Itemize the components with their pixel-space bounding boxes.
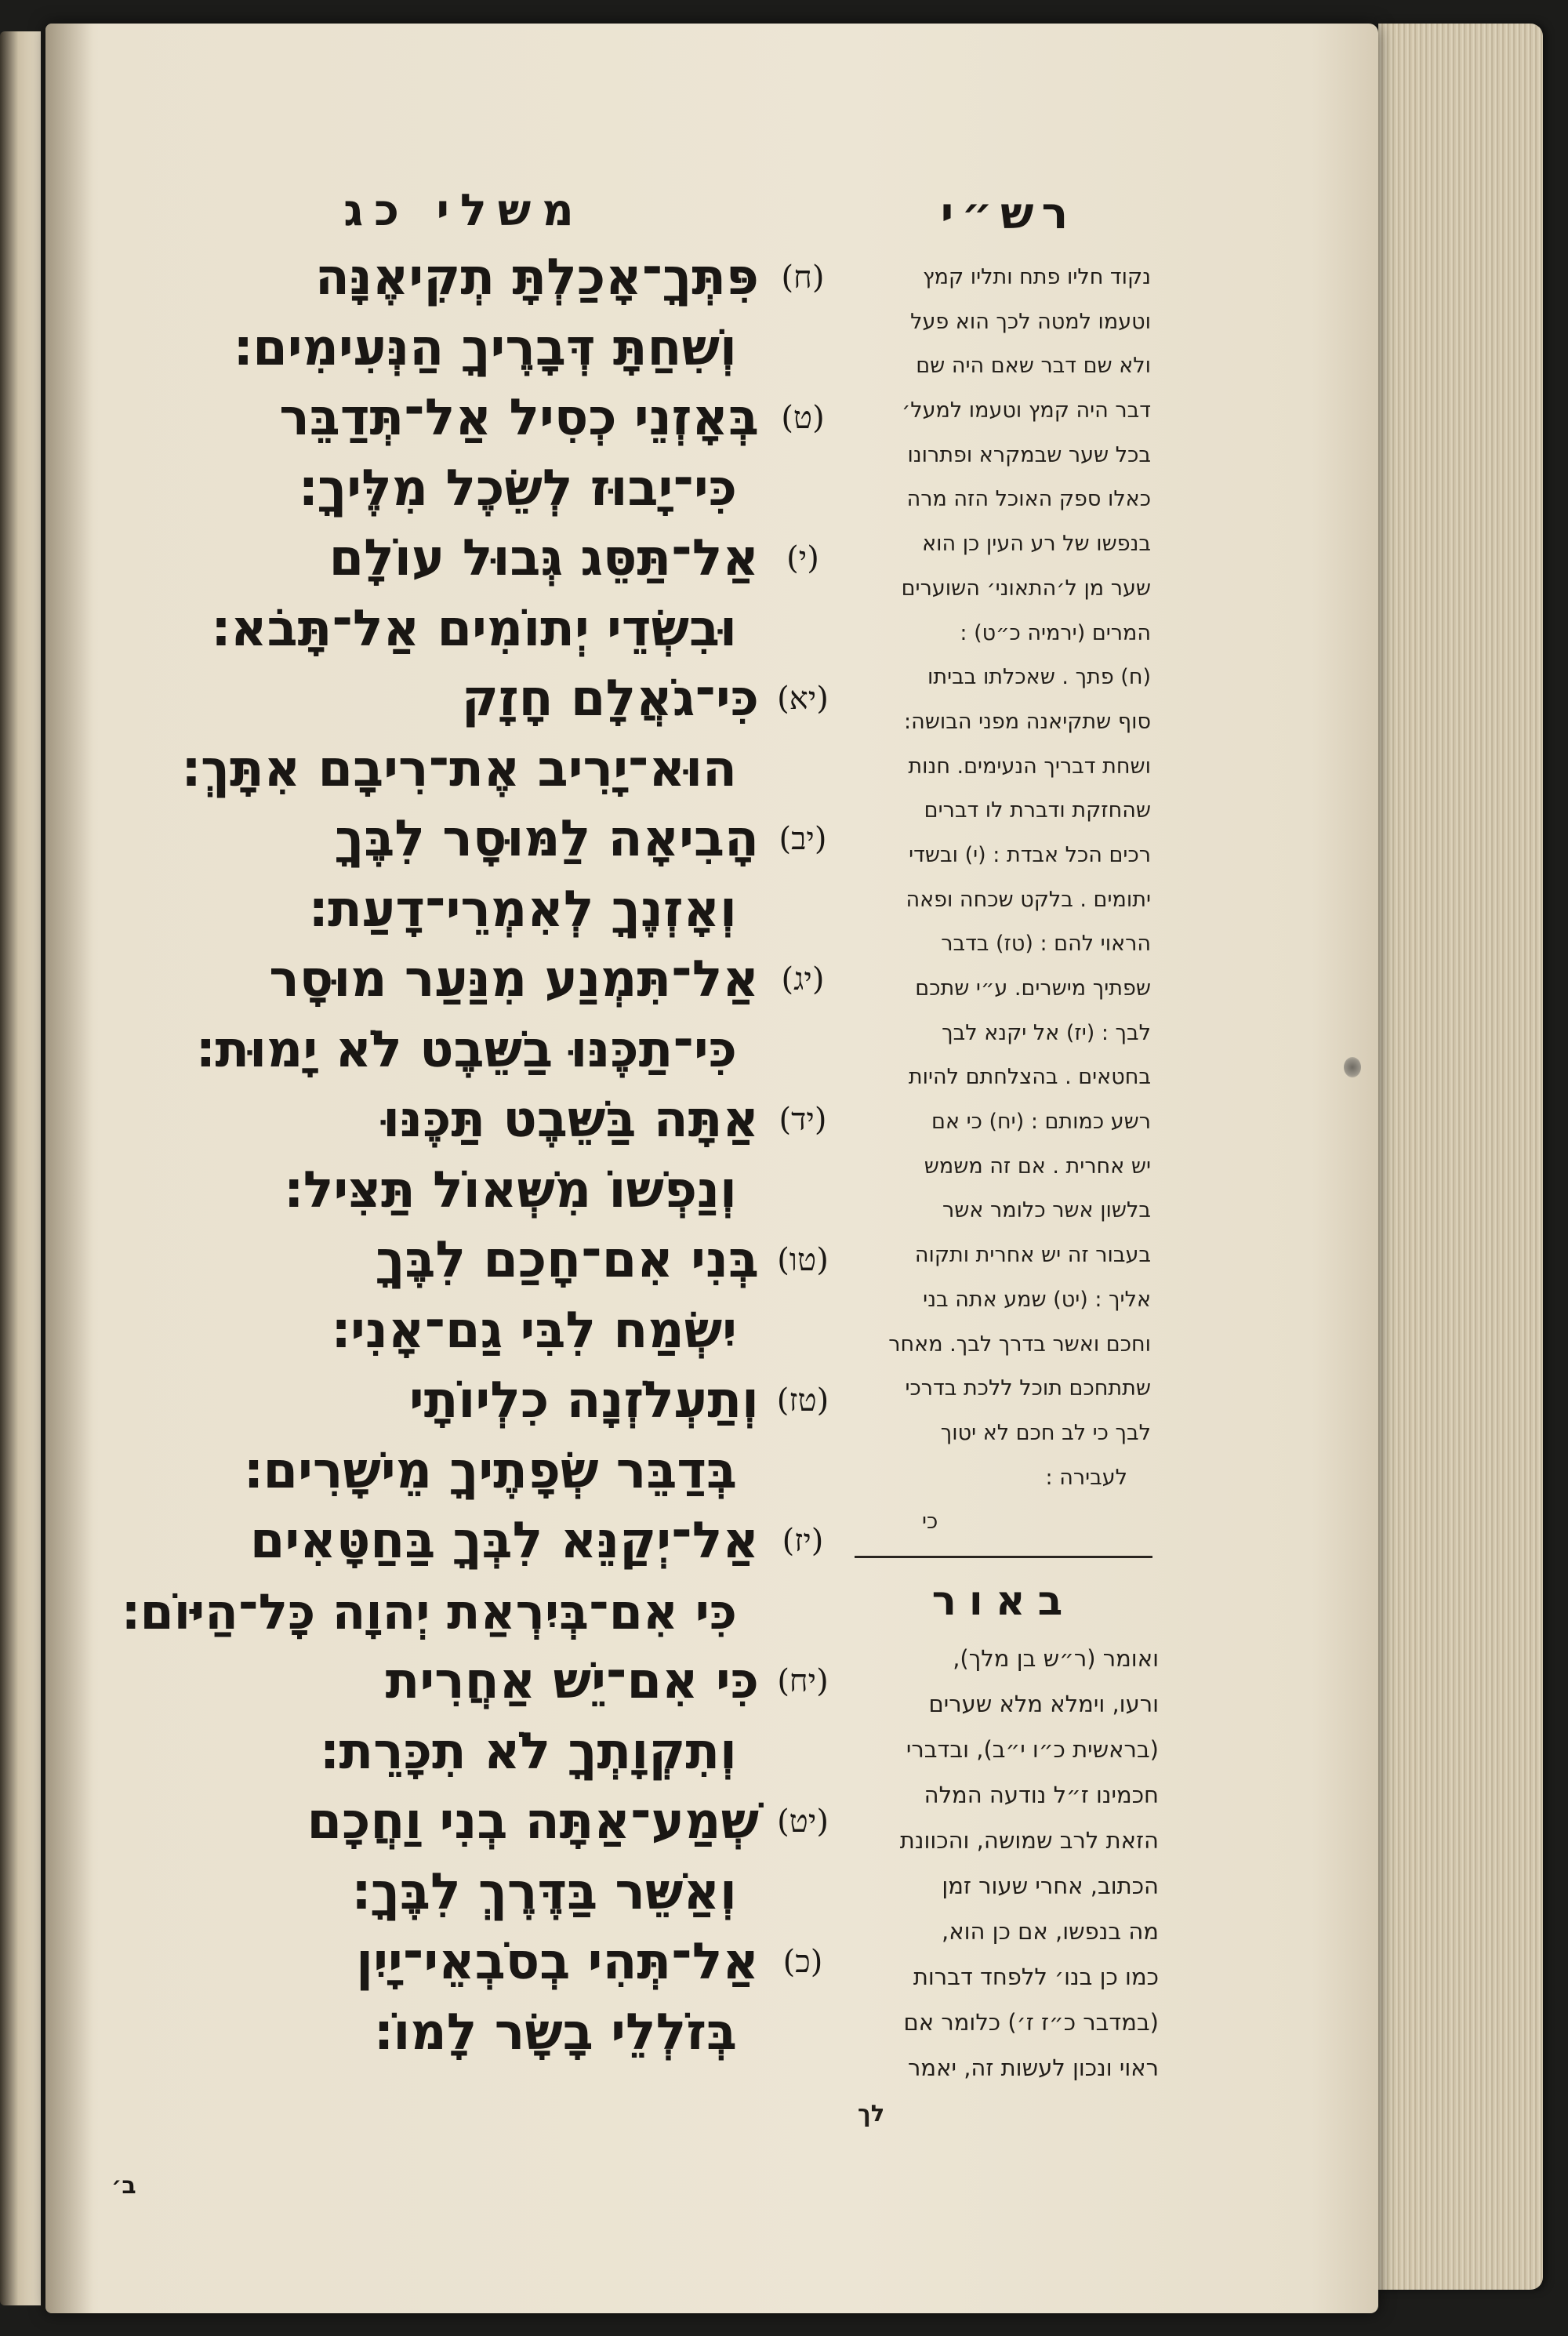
verse-text: הוּא־יָרִיב אֶת־רִיבָם אִתָּךְ׃ [182,739,737,798]
verse-line [94,1647,847,1717]
rashi-line: אליך : (יט) שמע אתה בני [923,1287,1151,1312]
verse-text: בְּנִי אִם־חָכַם לִבֶּךָ [376,1231,759,1289]
rashi-line: בלשון אשר כלומר אשר [942,1198,1151,1223]
verse-line [94,1015,847,1086]
catchword: כי [922,1509,938,1535]
rashi-line: בכל שער שבמקרא ופתרונו [907,442,1151,467]
rashi-line: שהחזקת ודברת לו דברים [924,798,1151,823]
verse-line [94,383,847,454]
rashi-commentary-column [859,256,1151,1545]
verse-line [94,1296,847,1367]
rashi-line: רכים הכל אבדת : (י) ובשדי [909,842,1151,867]
beur-line: כמו כן בנו׳ ללפחד דברות [913,1964,1159,1990]
rashi-line: לבך : (יז) אל יקנא לבך [942,1020,1151,1045]
verse-number: (טו) [777,1242,829,1278]
verse-line [94,945,847,1015]
verse-text: כִּי־יָבוּז לְשֵׂכֶל מִלֶּיךָ׃ [299,459,737,518]
verse-line [94,1858,847,1928]
verse-text: כִּי־תַכֶּנּוּ בַשֵּׁבֶט לֹא יָמוּת׃ [196,1020,737,1079]
verse-text: פִּתְּךָ־אָכַלְתָּ תְקִיאֶנָּה [314,249,759,307]
commentary-title-header: רש״י [940,188,1076,239]
rashi-line: שער מן ל׳התאוני׳ השוערים [901,576,1151,601]
rashi-line: כאלו ספק האוכל הזה מרה [906,487,1151,512]
verse-text: וְשִׁחַתָּ דְּבָרֶיךָ הַנְּעִימִים׃ [234,318,737,377]
verse-line [94,524,847,594]
rashi-line: יש אחרית . אם זה משמש [924,1153,1151,1179]
verse-number: (יז) [782,1523,824,1559]
verse-text: בְּזֹלְלֵי בָשָׂר לָמוֹ׃ [374,2003,737,2062]
verse-text: וְאָזְנֶךָ לְאִמְרֵי־דָעַת׃ [309,880,737,939]
verse-line [94,1506,847,1577]
rashi-line: נקוד חליו פתח ותליו קמץ [923,265,1151,289]
beur-line: (במדבר כ״ז ז׳) כלומר אם [903,2009,1159,2036]
beur-catchword: לך [858,2100,885,2127]
beur-commentary [851,1636,1159,2136]
rashi-line: שתתחכם תוכל ללכת בדרכי [905,1376,1151,1401]
verse-line [94,1085,847,1156]
rashi-line: רשע כמותם : (יח) כי אם [931,1110,1151,1135]
rashi-line: ולא שם דבר שאם היה שם [916,354,1151,379]
verse-text: אַל־תַּסֵּג גְּבוּל עוֹלָם [328,529,759,587]
beur-line: חכמינו ז״ל נודעה המלה [924,1782,1159,1808]
beur-line: מה בנפשו, אם כן הוא, [942,1918,1159,1945]
verse-line [94,314,847,384]
verse-text: אַל־תְּהִי בְסֹבְאֵי־יָיִן [356,1933,759,1991]
verse-text: בְּאָזְנֵי כְסִיל אַל־תְּדַבֵּר [279,389,759,447]
verse-number: (יג) [781,961,825,997]
section-divider [855,1556,1152,1558]
rashi-line: המרים (ירמיה כ״ט) : [960,620,1151,645]
verse-line [94,594,847,665]
rashi-line: ושחת דבריך הנעימים. חנות [908,754,1151,779]
beur-line: ורעו, וימלא מלא שערים [928,1691,1159,1717]
verse-line [94,1226,847,1296]
verse-number: (יט) [777,1804,829,1840]
verse-line [94,664,847,735]
rashi-line: סוף שתקיאנה מפני הבושה: [904,709,1151,734]
rashi-line: וחכם ואשר בדרך לבך. מאחר [888,1331,1151,1357]
verse-number: (יב) [779,821,827,857]
verse-line [94,1437,847,1507]
verse-line [94,1577,847,1648]
rashi-line: הראוי להם : (טז) בדבר [941,932,1151,957]
verse-text: וּבִשְׂדֵי יְתוֹמִים אַל־תָּבֹא׃ [212,599,737,658]
verse-line [94,243,847,314]
verse-number: (טז) [776,1382,829,1419]
verse-line [94,735,847,805]
verse-text: אַל־תִּמְנַע מִנַּעַר מוּסָר [269,950,759,1008]
verse-number: (יח) [777,1663,829,1699]
rashi-line: שפתיך מישרים. ע״י שתכם [915,976,1151,1001]
verse-number: (יא) [777,681,829,717]
beur-line: ראוי ונכון לעשות זה, יאמר [908,2054,1159,2081]
verse-text: כִּי אִם־בְּיִרְאַת יְהוָה כָּל־הַיּוֹם׃ [122,1582,737,1640]
verse-text: וְתַעְלֹזְנָה כִלְיוֹתָי [408,1371,759,1430]
verse-text: כִּי־גֹאֲלָם חָזָק [461,670,759,728]
verse-text: יִשְׂמַח לִבִּי גַם־אָנִי׃ [332,1301,737,1360]
verse-line [94,1717,847,1788]
book-title-header: משלי כג [343,185,585,236]
page-block-edges [1378,24,1543,2290]
spine-shadow [45,24,93,2313]
rashi-line: בנפשו של רע העין כן הוא [922,532,1151,557]
rashi-line: יתומים . בלקט שכחה ופאה [906,887,1151,912]
verse-text: כִּי אִם־יֵשׁ אַחֲרִית [385,1652,759,1710]
verse-line [94,1156,847,1226]
previous-page-edge [0,31,41,2305]
verse-number: (ח) [781,260,825,296]
verse-text: וְנַפְשׁוֹ מִשְּׁאוֹל תַּצִּיל׃ [284,1161,737,1219]
verse-line [94,805,847,875]
verse-line [94,1787,847,1858]
rashi-line: לעבירה : [1045,1465,1127,1490]
rashi-line: דבר היה קמץ וטעמו למעל׳ [902,398,1151,423]
verse-number: (יד) [779,1102,827,1138]
ink-blot [1344,1057,1361,1077]
verse-number: (כ) [782,1944,823,1980]
verse-number: (ט) [781,400,825,436]
verse-column [94,243,847,2068]
verse-number: (י) [786,540,819,576]
verse-line [94,1366,847,1437]
verse-text: אַל־יְקַנֵּא לִבְּךָ בַּחַטָּאִים [249,1512,759,1570]
beur-line: הכתוב, אחרי שעור זמן [942,1873,1159,1899]
beur-line: (בראשית כ״ו י״ב), ובדברי [906,1736,1159,1763]
rashi-line: בעבור זה יש אחרית ותקוה [914,1243,1151,1268]
beur-line: ואומר (ר״ש בן מלך), [953,1645,1159,1672]
verse-text: וְתִקְוָתְךָ לֹא תִכָּרֵת׃ [320,1722,737,1781]
beur-title: באור [931,1578,1076,1625]
rashi-line: בחטאים . בהצלחתם להיות [908,1065,1151,1090]
verse-line [94,1927,847,1998]
rashi-line: וטעמו למטה לכך הוא פעל [910,309,1151,334]
verse-line [94,875,847,946]
verse-text: אַתָּה בַּשֵּׁבֶט תַּכֶּנּוּ [383,1091,759,1149]
rashi-line: (ח) פתך . שאכלתו בביתו [927,665,1151,690]
rashi-line: לבך כי לב חכם לא יטוך [940,1420,1151,1445]
verse-text: בְּדַבֵּר שְׂפָתֶיךָ מֵישָׁרִים׃ [244,1441,737,1500]
verse-text: הָבִיאָה לַמּוּסָר לִבֶּךָ [335,810,759,868]
page-signature: ב׳ [111,2172,136,2200]
verse-line [94,454,847,525]
verse-line [94,1998,847,2069]
verse-text: וְאַשֵּׁר בַּדֶּרֶךְ לִבֶּךָ׃ [352,1862,737,1921]
beur-line: הזאת לרב שמושה, והכוונת [899,1827,1159,1854]
verse-text: שְׁמַע־אַתָּה בְנִי וַחֲכָם [307,1793,759,1851]
